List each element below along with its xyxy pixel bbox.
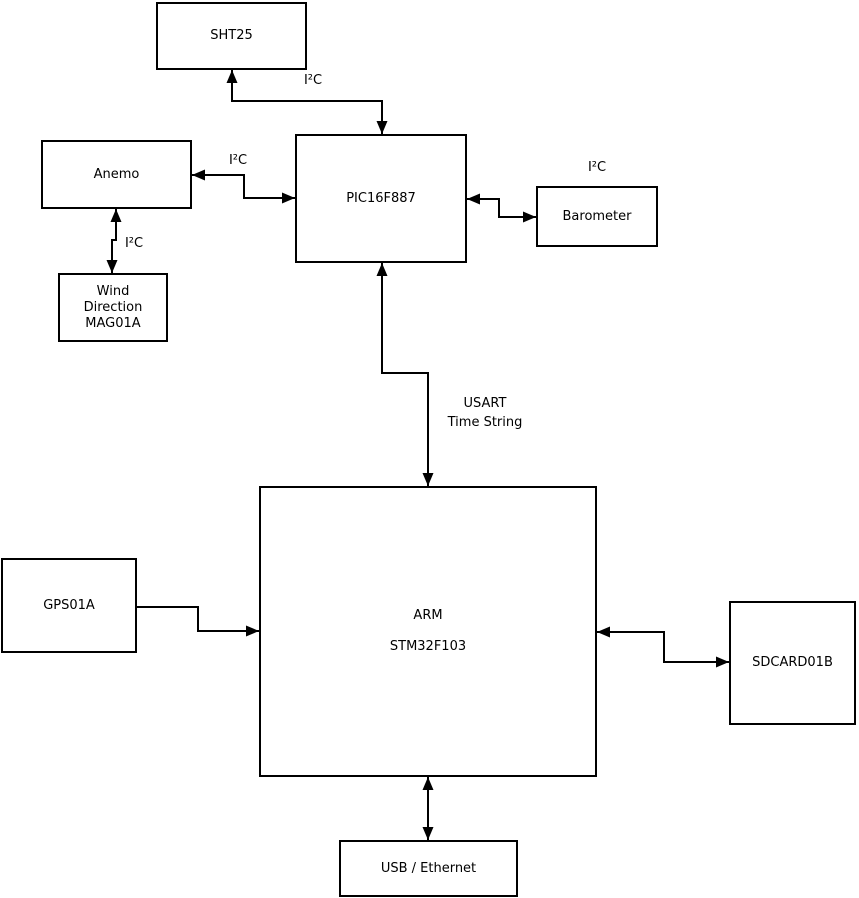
label-time-string: Time String (447, 415, 523, 430)
connector-arm-sdcard (597, 632, 729, 662)
box-sdcard01b-label: SDCARD01B (752, 655, 833, 670)
label-i2c-pic-barometer: I²C (587, 160, 607, 175)
arrowhead-down-pic-top (377, 121, 388, 134)
arrowhead-up-anemo-bottom (111, 209, 122, 222)
connector-anemo-pic (192, 175, 295, 198)
box-arm-line1: ARM (413, 608, 443, 623)
box-pic16f887 (295, 134, 467, 263)
box-arm-stm32f103 (259, 486, 597, 777)
box-wind-direction-line3: MAG01A (85, 315, 141, 331)
box-wind-direction-line1: Wind (96, 283, 130, 299)
arrowhead-right-pic-left (282, 193, 295, 204)
arrowhead-up-pic-bottom (377, 263, 388, 276)
arrowhead-up-sht25 (227, 70, 238, 83)
arrowhead-right-barometer (523, 212, 536, 223)
arrowhead-left-arm-right (597, 627, 610, 638)
connector-gps-arm (137, 607, 259, 631)
box-gps01a-label: GPS01A (43, 597, 95, 613)
box-anemo (41, 140, 192, 209)
box-sdcard01b (729, 601, 856, 725)
arrowhead-down-usb (423, 827, 434, 840)
connector-pic-arm (382, 263, 428, 486)
label-i2c-sht25-pic: I²C (303, 73, 323, 88)
box-usb-ethernet-label: USB / Ethernet (380, 860, 477, 876)
arrowhead-down-winddir (107, 260, 118, 273)
label-usart: USART (463, 396, 507, 411)
box-gps01a (1, 558, 137, 653)
label-i2c-anemo-pic: I²C (228, 153, 248, 168)
arrowhead-left-anemo (192, 170, 205, 181)
box-pic16f887-label: PIC16F887 (346, 190, 416, 206)
box-usb-ethernet (339, 840, 518, 897)
box-arm-line2: STM32F103 (389, 639, 467, 654)
box-barometer-label: Barometer (562, 208, 632, 224)
arrowhead-up-arm-bottom (423, 777, 434, 790)
arrowhead-right-arm-left (246, 626, 259, 637)
box-barometer (536, 186, 658, 247)
box-sht25-label: SHT25 (210, 28, 253, 43)
box-wind-direction (58, 273, 168, 342)
label-i2c-anemo-winddir: I²C (124, 236, 144, 251)
box-wind-direction-line2: Direction (83, 299, 143, 315)
arrowhead-right-sdcard (716, 657, 729, 668)
arrowhead-down-arm-top (423, 473, 434, 486)
box-anemo-label: Anemo (93, 166, 140, 182)
arrowhead-left-pic-right (467, 194, 480, 205)
box-sht25 (156, 2, 307, 70)
